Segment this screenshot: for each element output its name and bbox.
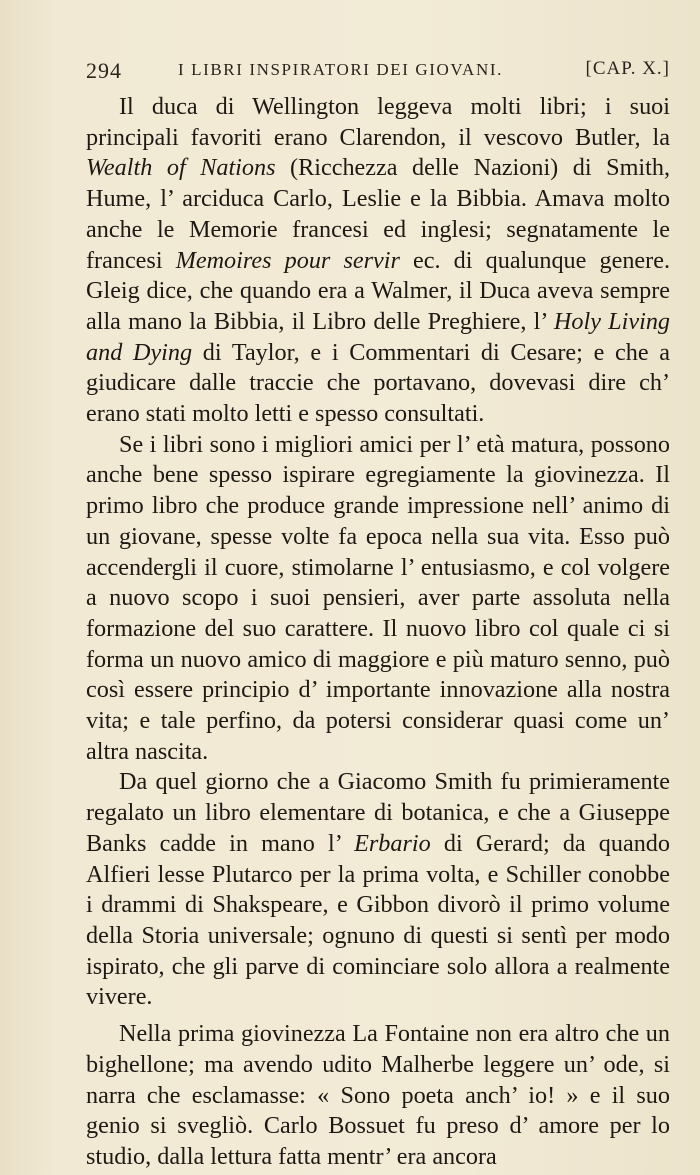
italic-title: Erbario bbox=[354, 829, 431, 857]
text-segment: Se i libri sono i migliori amici per l’ età matura, possono anche bene spesso ispirare egregiamente la giovinezza. Il primo libro che produce grande impressione nell’ animo di un giovane, spesse volte fa epoca nella sua vita. Esso può accendergli il cuore, stimolarne l’ entusiasmo, e col volgere a nuovo scopo i suoi pensieri, aver parte assoluta nella formazione del suo carattere. Il nuovo libro col quale ci si forma un nuovo amico di maggiore e più maturo senno, può così essere principio d’ importante innovazione alla nostra vita; e tale perfino, da potersi considerar quasi come un’ altra nascita. bbox=[86, 430, 670, 765]
text-segment: ec. di qualunque genere. Gleig dice, che quando era a Walmer, il Duca aveva sempre alla mano la Bibbia, il Libro delle Preghiere, l’ bbox=[86, 246, 671, 335]
paragraph-la-fontaine bbox=[86, 1019, 670, 1173]
italic-title: Wealth of Nations bbox=[86, 154, 276, 182]
paragraph-smith-banks bbox=[86, 767, 670, 1013]
text-segment: Il duca di Wellington leggeva molti libri; i suoi principali favoriti erano Clarendon, il vescovo Butler, la bbox=[86, 93, 670, 151]
running-title: I LIBRI INSPIRATORI DEI GIOVANI. bbox=[178, 60, 503, 79]
paragraph-books-friends bbox=[86, 430, 670, 768]
italic-title: Holy Living and Dying bbox=[86, 307, 671, 366]
text-segment: Da quel giorno che a Giacomo Smith fu primieramente regalato un libro elementare di botanica, e che a Giuseppe Banks cadde in mano l’ bbox=[86, 768, 670, 857]
text-segment: (Ricchezza delle Nazioni) di Smith, Hume, l’ arciduca Carlo, Leslie e la Bibbia. Amava molto anche le Memorie francesi ed inglesi; segnatamente le francesi bbox=[86, 154, 671, 274]
chapter-label: [CAP. X.] bbox=[585, 58, 670, 79]
italic-title: Memoires pour servir bbox=[175, 246, 400, 274]
text-segment: di Gerard; da quando Alfieri lesse Plutarco per la prima volta, e Schiller conobbe i drammi di Shakspeare, e Gibbon divorò il primo volume della Storia universale; ognuno di questi si sentì per modo ispirato, che gli parve di cominciare solo allora a realmente vivere. bbox=[86, 829, 670, 1011]
running-header bbox=[86, 58, 670, 92]
paragraph-wellington bbox=[86, 92, 670, 430]
text-segment: Nella prima giovinezza La Fontaine non era altro che un bighellone; ma avendo udito Malherbe leggere un’ ode, si narra che esclamasse: « Sono poeta anch’ io! » e il suo genio si svegliò. Carlo Bossuet fu preso d’ amore per lo studio, dalla lettura fatta mentr’ era ancora bbox=[86, 1020, 670, 1170]
page-number: 294 bbox=[86, 58, 122, 83]
body-text bbox=[86, 92, 670, 1173]
text-segment: di Taylor, e i Commentari di Cesare; e che a giudicare dalle traccie che portavano, dovevasi dire ch’ erano stati molto letti e spesso consultati. bbox=[86, 338, 670, 428]
